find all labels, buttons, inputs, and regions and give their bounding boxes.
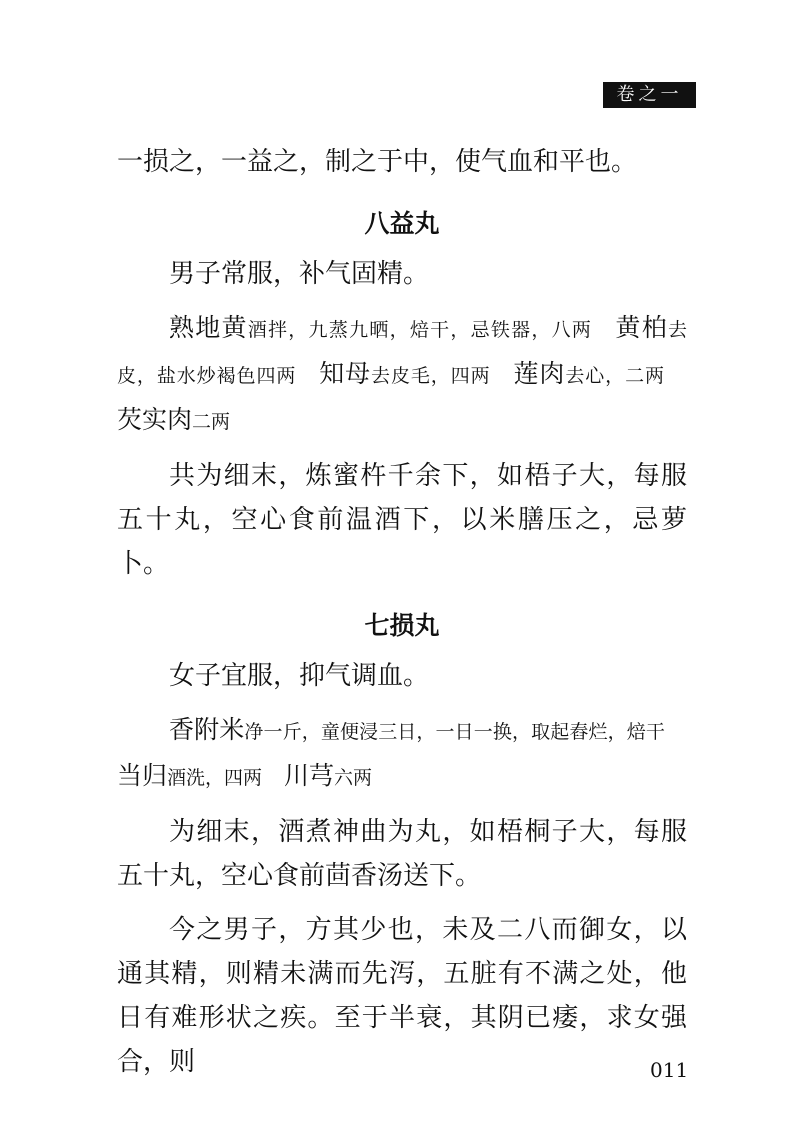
herb-note: 六两	[334, 767, 373, 789]
herb-name: 知母	[318, 359, 372, 388]
herb-note: 去心，二两	[565, 365, 665, 387]
herb-name: 川芎	[284, 761, 335, 790]
herb-note: 净一斤，童便浸三日，一日一换，取起舂烂，焙干	[244, 721, 665, 743]
top-line: 一损之，一益之，制之于中，使气血和平也。	[117, 147, 638, 177]
section1-use: 男子常服，补气固精。	[169, 259, 430, 289]
herb-name: 香附米	[169, 715, 245, 744]
chapter-header: 卷之一	[603, 82, 696, 108]
closing-paragraph: 今之男子，方其少也，未及二八而御女，以通其精，则精未满而先泻，五脏有不满之处，他日有难形状之疾。至于半衰，其阴已痿，求女强合，则	[117, 915, 687, 1077]
herb-note: 去皮，盐水炒褐色四两	[117, 319, 687, 387]
section-title-baiyiwan: 八益丸	[364, 209, 440, 238]
herb-name: 当归	[117, 761, 168, 790]
section1-herbs	[117, 306, 687, 444]
herb-note: 去皮毛，四两	[371, 365, 491, 387]
section2-use: 女子宜服，抑气调血。	[169, 661, 430, 691]
page-number: 011	[650, 1058, 689, 1082]
section2-herbs	[117, 708, 687, 800]
section2-method: 为细末，酒煮神曲为丸，如梧桐子大，每服五十丸，空心食前茴香汤送下。	[117, 817, 687, 891]
herb-note: 酒拌，九蒸九晒，焙干，忌铁器，八两	[247, 319, 593, 341]
herb-note: 二两	[192, 411, 231, 433]
herb-name: 熟地黄	[169, 313, 248, 342]
herb-note: 酒洗，四两	[167, 767, 263, 789]
herb-name: 黄柏	[614, 313, 668, 342]
section1-method: 共为细末，炼蜜杵千余下，如梧子大，每服五十丸，空心食前温酒下，以米膳压之，忌萝卜。	[117, 461, 687, 579]
section-title-qisunwan: 七损丸	[364, 611, 440, 640]
page-content	[117, 140, 687, 1094]
herb-name: 芡实肉	[117, 405, 193, 434]
herb-name: 莲肉	[512, 359, 566, 388]
